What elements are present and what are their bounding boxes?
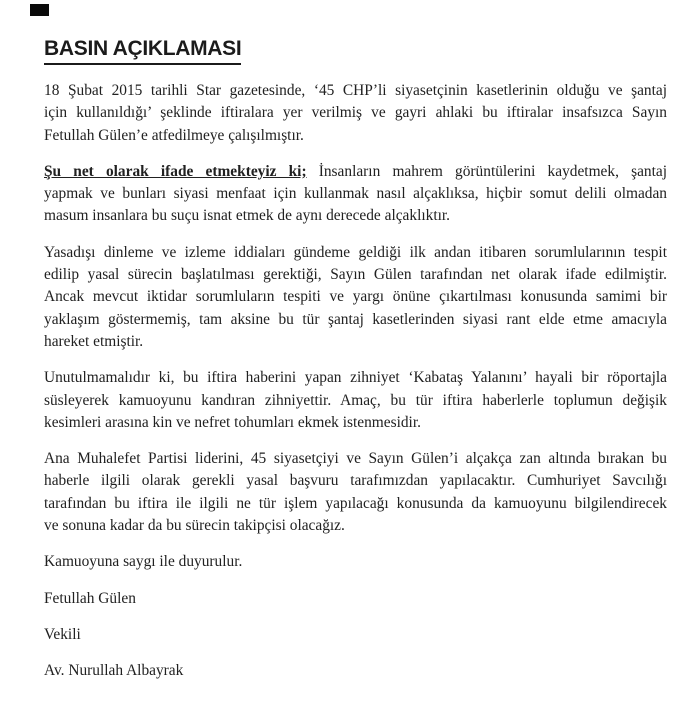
text-line	[44, 205, 667, 227]
paragraph-intro	[44, 80, 667, 147]
text-segment: Av. Nurullah Albayrak	[44, 662, 184, 680]
text-segment: Kamuoyuna saygı ile duyurulur.	[44, 553, 243, 571]
text-segment: edilip yasal sürecin başlatılması gerektiği, Sayın Gülen tarafından net olarak ifade edilmiştir.	[44, 266, 667, 284]
paragraph-legal-action	[44, 448, 667, 537]
text-line	[44, 367, 667, 389]
document-title-text: BASIN AÇIKLAMASI	[44, 36, 241, 65]
text-segment: yapmak ve bunları siyasi menfaat için kullanmak nasıl alçaklıksa, hiçbir somut delili olmadan	[44, 185, 667, 203]
document-body	[44, 80, 667, 683]
text-segment: hareket etmiştir.	[44, 332, 144, 350]
text-segment: İnsanların mahrem görüntülerini kaydetmek, şantaj	[306, 162, 667, 180]
text-segment: Ancak mevcut iktidar sorumluların tespiti ve yargı önüne çıkartılması konusunda samimi bir	[44, 288, 667, 306]
text-segment: için kullanıldığı’ şeklinde iftiralara yer verilmiş ve gayri ahlaki bu iftiralar insafsızca Sayın	[44, 104, 667, 122]
paragraph-closing	[44, 551, 667, 573]
text-line	[44, 412, 667, 434]
scan-artifact-mark	[30, 4, 49, 16]
text-line	[44, 470, 667, 492]
text-segment: tarafından bu iftira ile ilgili ne tür işlem yapılacağı konusunda da kamuoyunu bilgilendirecek	[44, 494, 667, 512]
text-line	[44, 588, 667, 610]
text-segment: süsleyerek kamuoyunu kandıran zihniyettir. Amaç, bu tür iftira haberlerle toplumun değişik	[44, 391, 667, 409]
text-segment: Fetullah Gülen	[44, 589, 136, 607]
text-segment: Fetullah Gülen’e atfedilmeye çalışılmıştır.	[44, 126, 304, 144]
text-segment: kesimleri arasına kin ve nefret tohumları ekmek istenmesidir.	[44, 413, 421, 431]
text-segment: haberle ilgili olarak gerekli yasal başvuru tarafımızdan yapılacaktır. Cumhuriyet Savcılığı	[44, 472, 667, 490]
document-title	[44, 36, 667, 65]
text-line	[44, 493, 667, 515]
paragraph-signature-attorney	[44, 660, 667, 682]
paragraph-statement	[44, 161, 667, 228]
text-segment: Yasadışı dinleme ve izleme iddiaları gündeme geldiği ilk andan itibaren sorumlularının tespit	[44, 243, 667, 261]
text-line	[44, 286, 667, 308]
text-line	[44, 390, 667, 412]
text-segment: yaklaşım göstermemiş, tam aksine bu tür şantaj kasetlerinden siyasi rant elde etme amacıyla	[44, 310, 667, 328]
text-line	[44, 242, 667, 264]
text-line	[44, 183, 667, 205]
text-segment: 18 Şubat 2015 tarihli Star gazetesinde, ‘45 CHP’li siyasetçinin kasetlerinin olduğu ve şantaj	[44, 82, 667, 99]
text-segment: Vekili	[44, 625, 81, 643]
text-segment: Ana Muhalefet Partisi liderini, 45 siyasetçiyi ve Sayın Gülen’i alçakça zan altında bırakan bu	[44, 450, 667, 468]
text-line	[44, 309, 667, 331]
text-line	[44, 515, 667, 537]
paragraph-kabatas	[44, 367, 667, 434]
paragraph-signature-name	[44, 588, 667, 610]
text-line	[44, 80, 667, 102]
bold-underlined-lead: Şu net olarak ifade etmekteyiz ki;	[44, 162, 307, 180]
text-line	[44, 161, 667, 183]
text-line	[44, 125, 667, 147]
text-segment: ve sonuna kadar da bu sürecin takipçisi olacağız.	[44, 517, 345, 535]
text-line	[44, 448, 667, 470]
paragraph-process	[44, 242, 667, 353]
text-line	[44, 624, 667, 646]
text-line	[44, 331, 667, 353]
text-segment: masum insanlara bu suçu isnat etmek de aynı derecede alçaklıktır.	[44, 207, 450, 225]
text-line	[44, 264, 667, 286]
text-line	[44, 551, 667, 573]
text-line	[44, 660, 667, 682]
text-segment: Unutulmamalıdır ki, bu iftira haberini yapan zihniyet ‘Kabataş Yalanını’ hayali bir röportajla	[44, 369, 667, 387]
text-line	[44, 102, 667, 124]
paragraph-signature-role	[44, 624, 667, 646]
